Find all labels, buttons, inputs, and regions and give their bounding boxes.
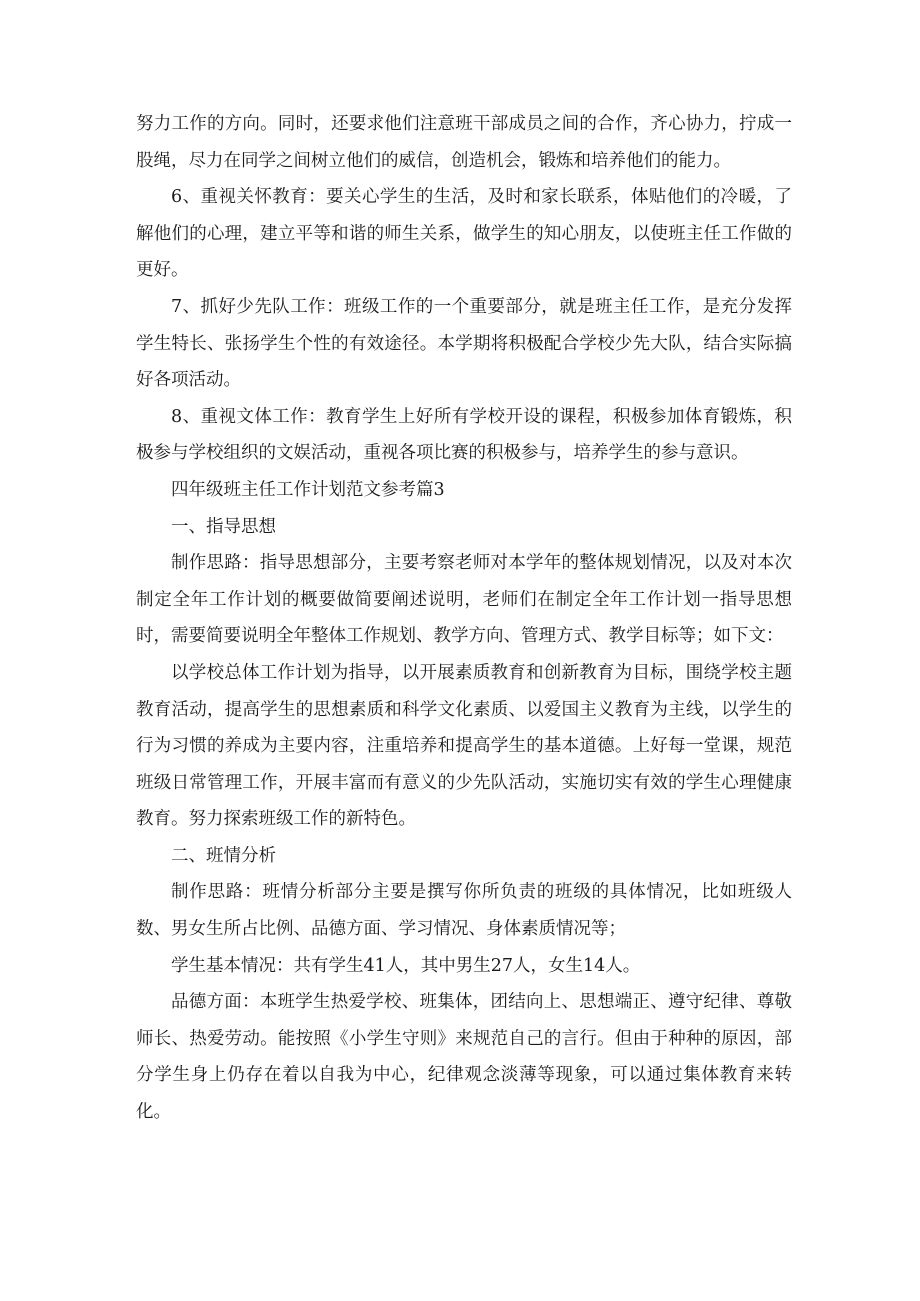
paragraph-item-7: 7、抓好少先队工作：班级工作的一个重要部分，就是班主任工作，是充分发挥学生特长、张扬学生个性的有效途径。本学期将积极配合学校少先大队，结合实际搞好各项活动。: [136, 296, 792, 391]
paragraph-item-6: 6、重视关怀教育：要关心学生的生活，及时和家长联系，体贴他们的冷暖，了解他们的心理，建立平等和谐的师生关系，做学生的知心朋友，以使班主任工作做的更好。: [136, 187, 792, 281]
paragraph-guiding-ideology: 以学校总体工作计划为指导，以开展素质教育和创新教育为目标，围绕学校主题教育活动，提高学生的思想素质和科学文化素质、以爱国主义教育为主线，以学生的行为习惯的养成为主要内容，注重培养和提高学生的基本道德。上好每一堂课，规范班级日常管理工作，开展丰富而有意义的少先队活动，实施切实有效的学生心理健康教育。努力探索班级工作的新特色。: [136, 662, 792, 830]
paragraph-continuation: 努力工作的方向。同时，还要求他们注意班干部成员之间的合作，齐心协力，拧成一股绳，尽力在同学之间树立他们的威信，创造机会，锻炼和培养他们的能力。: [136, 114, 792, 171]
paragraph-writing-approach-1: 制作思路：指导思想部分，主要考察老师对本学年的整体规划情况，以及对本次制定全年工作计划的概要做简要阐述说明，老师们在制定全年工作计划一指导思想时，需要简要说明全年整体工作规划、教学方向、管理方式、教学目标等；如下文：: [136, 553, 792, 647]
document-body: [136, 106, 792, 1131]
paragraph-moral-aspect: 品德方面：本班学生热爱学校、班集体，团结向上、思想端正、遵守纪律、尊敬师长、热爱劳动。能按照《小学生守则》来规范自己的言行。但由于种种的原因，部分学生身上仍存在着以自我为中心，纪律观念淡薄等现象，可以通过集体教育来转化。: [136, 992, 792, 1123]
paragraph-writing-approach-2: 制作思路：班情分析部分主要是撰写你所负责的班级的具体情况，比如班级人数、男女生所占比例、品德方面、学习情况、身体素质情况等；: [136, 882, 792, 940]
section-title: 四年级班主任工作计划范文参考篇3: [171, 479, 445, 500]
paragraph-item-8: 8、重视文体工作：教育学生上好所有学校开设的课程，积极参加体育锻炼，积极参与学校组织的文娱活动，重视各项比赛的积极参与，培养学生的参与意识。: [136, 406, 792, 464]
paragraph-student-info: 学生基本情况：共有学生41人，其中男生27人，女生14人。: [171, 955, 641, 976]
heading-guiding-ideology: 一、指导思想: [171, 516, 276, 537]
heading-class-analysis: 二、班情分析: [171, 845, 276, 866]
